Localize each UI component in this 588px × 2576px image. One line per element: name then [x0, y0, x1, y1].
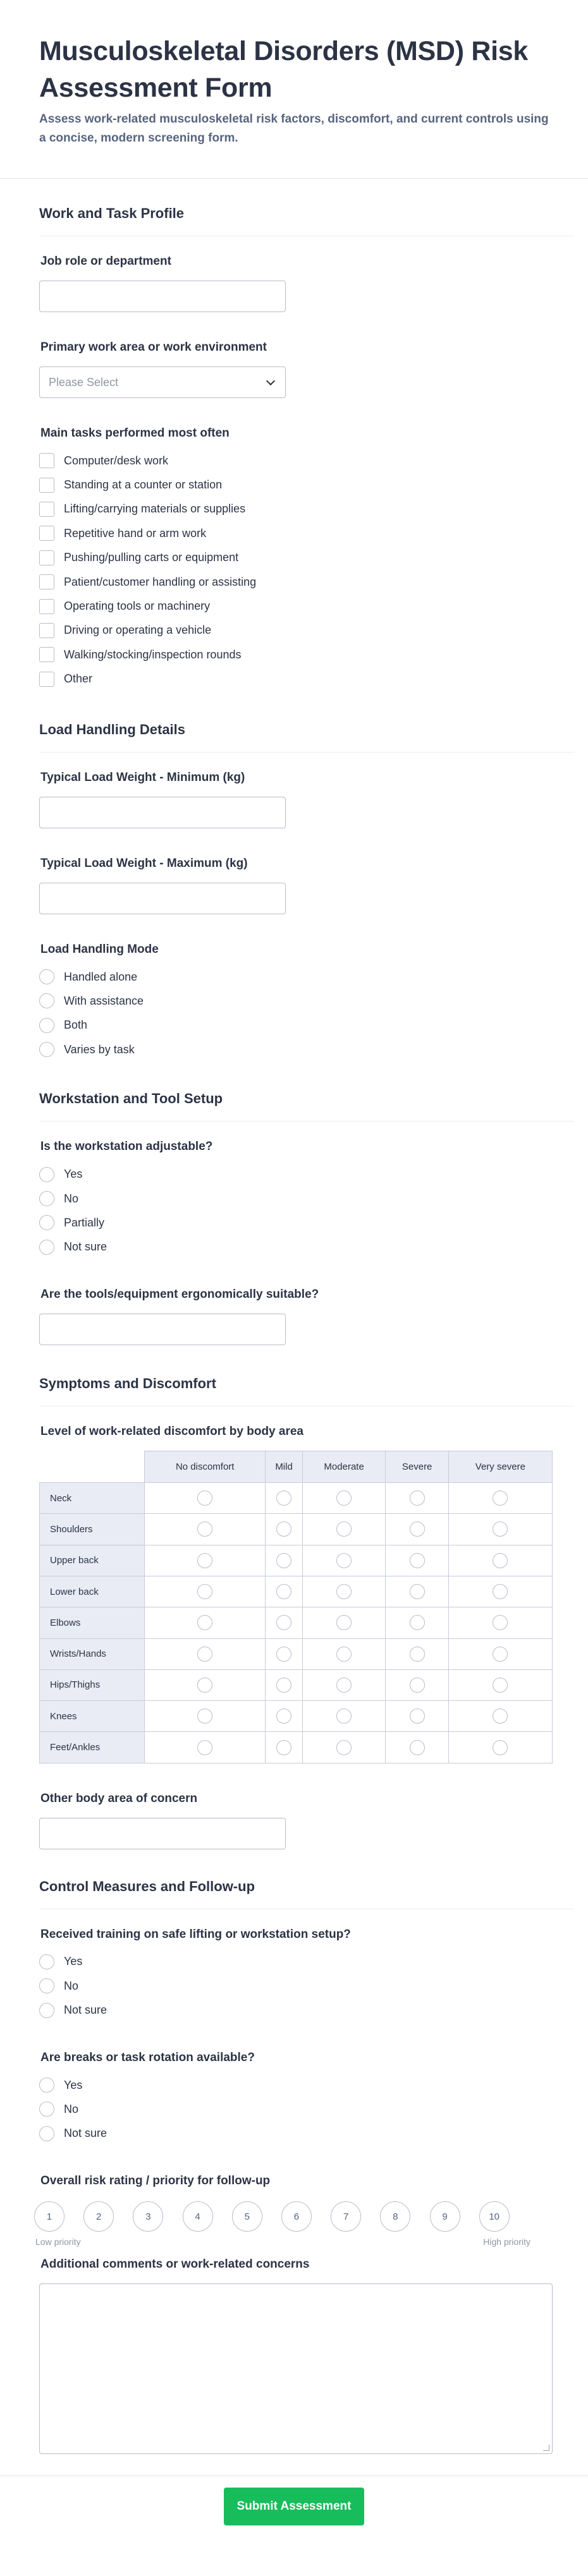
option-label: Walking/stocking/inspection rounds — [64, 648, 242, 661]
radio-button[interactable] — [410, 1708, 425, 1724]
job-role-input[interactable] — [39, 281, 286, 312]
load-min-field — [39, 753, 549, 828]
radio-button[interactable] — [493, 1584, 508, 1599]
matrix-cell — [266, 1638, 302, 1669]
option-label: Operating tools or machinery — [64, 600, 211, 613]
radio-option[interactable] — [39, 1013, 549, 1037]
radio-button[interactable] — [276, 1584, 291, 1599]
radio-button[interactable] — [197, 1740, 212, 1755]
matrix-cell — [266, 1732, 302, 1763]
option-label: Driving or operating a vehicle — [64, 624, 212, 637]
matrix-cell — [145, 1483, 266, 1514]
radio-button[interactable] — [493, 1647, 508, 1662]
radio-button[interactable] — [39, 1978, 54, 1993]
matrix-cell — [448, 1638, 552, 1669]
radio-button[interactable] — [410, 1678, 425, 1693]
radio-button[interactable] — [197, 1708, 212, 1724]
matrix-row-label: Upper back — [40, 1545, 145, 1576]
checkbox[interactable] — [39, 574, 54, 590]
job-role-field — [39, 236, 549, 312]
tasks-label: Main tasks performed most often — [40, 426, 230, 440]
radio-button[interactable] — [39, 1167, 54, 1182]
option-label: No — [64, 1979, 79, 1992]
matrix-cell — [386, 1607, 448, 1638]
breaks-radio-list — [39, 2073, 549, 2146]
section-title: Symptoms and Discomfort — [39, 1345, 574, 1406]
radio-option[interactable] — [39, 989, 549, 1013]
radio-option[interactable] — [39, 1974, 549, 1998]
task-option[interactable] — [39, 449, 549, 473]
radio-button[interactable] — [197, 1647, 212, 1662]
task-option[interactable] — [39, 521, 549, 545]
radio-button[interactable] — [336, 1521, 352, 1537]
matrix-cell — [386, 1514, 448, 1545]
matrix-cell — [386, 1732, 448, 1763]
matrix-cell — [448, 1545, 552, 1576]
radio-button[interactable] — [197, 1553, 212, 1568]
job-role-label: Job role or department — [40, 255, 171, 268]
option-label: Pushing/pulling carts or equipment — [64, 551, 239, 564]
radio-button[interactable] — [197, 1678, 212, 1693]
radio-button[interactable] — [336, 1491, 352, 1506]
radio-option[interactable] — [39, 1998, 549, 2022]
radio-button[interactable] — [336, 1678, 352, 1693]
section-symptoms — [0, 1345, 588, 1849]
checkbox[interactable] — [39, 647, 54, 662]
option-label: Repetitive hand or arm work — [64, 526, 207, 540]
matrix-cell — [266, 1483, 302, 1514]
load-mode-field — [39, 914, 549, 1062]
scale-option[interactable]: 10 — [479, 2201, 510, 2232]
matrix-row — [40, 1545, 553, 1576]
option-label: Patient/customer handling or assisting — [64, 575, 257, 588]
radio-option[interactable] — [39, 1187, 549, 1211]
matrix-cell — [302, 1607, 386, 1638]
training-label: Received training on safe lifting or workstation setup? — [40, 1927, 351, 1941]
work-area-placeholder: Please Select — [49, 375, 119, 389]
radio-button[interactable] — [197, 1584, 212, 1599]
scale-option[interactable]: 3 — [133, 2201, 163, 2232]
matrix-cell — [145, 1576, 266, 1607]
matrix-row-label: Feet/Ankles — [40, 1732, 145, 1763]
option-label: Both — [64, 1019, 88, 1032]
training-radio-list — [39, 1950, 549, 2023]
matrix-cell — [302, 1732, 386, 1763]
section-title: Work and Task Profile — [39, 179, 574, 236]
task-option[interactable] — [39, 619, 549, 643]
comments-textarea[interactable] — [39, 2283, 553, 2454]
matrix-row-label: Lower back — [40, 1576, 145, 1607]
matrix-cell — [302, 1514, 386, 1545]
radio-button[interactable] — [410, 1521, 425, 1537]
form-footer — [0, 2476, 588, 2574]
matrix-cell — [145, 1607, 266, 1638]
matrix-cell — [448, 1669, 552, 1700]
matrix-header-row — [40, 1451, 553, 1483]
matrix-corner — [40, 1451, 145, 1483]
load-min-input[interactable] — [39, 797, 286, 828]
section-work-profile — [0, 179, 588, 691]
matrix-cell — [448, 1483, 552, 1514]
section-load-handling — [0, 691, 588, 1062]
matrix-row — [40, 1669, 553, 1700]
checkbox[interactable] — [39, 550, 54, 565]
scale-option[interactable]: 7 — [331, 2201, 361, 2232]
option-label: No — [64, 2102, 79, 2115]
tools-label: Are the tools/equipment ergonomically suitable? — [40, 1288, 319, 1302]
checkbox[interactable] — [39, 478, 54, 493]
matrix-cell — [386, 1669, 448, 1700]
option-label: No — [64, 1192, 79, 1205]
breaks-field — [39, 2023, 549, 2146]
radio-button[interactable] — [39, 1191, 54, 1206]
scale-option[interactable]: 2 — [83, 2201, 114, 2232]
comments-field — [39, 2249, 549, 2454]
radio-button[interactable] — [493, 1553, 508, 1568]
radio-option[interactable] — [39, 1950, 549, 1974]
radio-button[interactable] — [39, 1954, 54, 1969]
section-workstation — [0, 1061, 588, 1345]
other-area-field — [39, 1763, 549, 1849]
work-area-select[interactable] — [39, 366, 286, 398]
matrix-row-label: Wrists/Hands — [40, 1638, 145, 1669]
load-min-label: Typical Load Weight - Minimum (kg) — [40, 770, 245, 784]
radio-button[interactable] — [336, 1584, 352, 1599]
radio-option[interactable] — [39, 965, 549, 989]
task-option[interactable] — [39, 546, 549, 570]
radio-button[interactable] — [39, 2126, 54, 2141]
radio-button[interactable] — [39, 2101, 54, 2117]
matrix-cell — [266, 1514, 302, 1545]
radio-option[interactable] — [39, 2073, 549, 2097]
matrix-cell — [145, 1701, 266, 1732]
task-option[interactable] — [39, 667, 549, 691]
radio-button[interactable] — [410, 1647, 425, 1662]
matrix-cell — [386, 1545, 448, 1576]
option-label: Lifting/carrying materials or supplies — [64, 502, 246, 516]
option-label: With assistance — [64, 994, 144, 1007]
radio-button[interactable] — [410, 1740, 425, 1755]
tasks-checkbox-list — [39, 449, 549, 691]
matrix-cell — [266, 1701, 302, 1732]
radio-button[interactable] — [493, 1491, 508, 1506]
task-option[interactable] — [39, 473, 549, 497]
task-option[interactable] — [39, 570, 549, 594]
radio-button[interactable] — [336, 1615, 352, 1630]
radio-button[interactable] — [276, 1740, 291, 1755]
scale-option[interactable]: 5 — [232, 2201, 262, 2232]
tasks-field — [39, 398, 549, 691]
option-label: Computer/desk work — [64, 454, 169, 467]
resize-handle-icon[interactable] — [543, 2445, 549, 2451]
matrix-cell — [448, 1732, 552, 1763]
scale-option[interactable]: 4 — [183, 2201, 213, 2232]
risk-rating-label: Overall risk rating / priority for follow-up — [40, 2174, 271, 2188]
matrix-body — [40, 1483, 553, 1763]
matrix-cell — [302, 1669, 386, 1700]
discomfort-matrix-label: Level of work-related discomfort by body area — [40, 1425, 303, 1439]
matrix-cell — [145, 1669, 266, 1700]
radio-option[interactable] — [39, 1235, 549, 1259]
other-area-input[interactable] — [39, 1818, 286, 1849]
matrix-cell — [145, 1545, 266, 1576]
radio-button[interactable] — [493, 1678, 508, 1693]
option-label: Handled alone — [64, 970, 138, 983]
radio-button[interactable] — [336, 1553, 352, 1568]
matrix-cell — [448, 1607, 552, 1638]
matrix-row-label: Elbows — [40, 1607, 145, 1638]
section-title: Load Handling Details — [39, 691, 574, 753]
matrix-cell — [386, 1483, 448, 1514]
matrix-row-label: Shoulders — [40, 1514, 145, 1545]
section-title: Control Measures and Follow-up — [39, 1849, 574, 1909]
radio-button[interactable] — [493, 1615, 508, 1630]
radio-button[interactable] — [197, 1615, 212, 1630]
scale-option[interactable]: 1 — [34, 2201, 64, 2232]
matrix-column-header: Moderate — [302, 1451, 386, 1483]
matrix-column-header: Severe — [386, 1451, 448, 1483]
task-option[interactable] — [39, 643, 549, 667]
scale-option[interactable]: 8 — [380, 2201, 410, 2232]
tools-input[interactable] — [39, 1314, 286, 1345]
radio-button[interactable] — [276, 1708, 291, 1724]
radio-button[interactable] — [197, 1521, 212, 1537]
radio-option[interactable] — [39, 1037, 549, 1061]
matrix-row — [40, 1483, 553, 1514]
radio-button[interactable] — [39, 1042, 54, 1057]
matrix-cell — [266, 1545, 302, 1576]
scale-option[interactable]: 6 — [281, 2201, 312, 2232]
checkbox[interactable] — [39, 453, 54, 468]
adjustable-label: Is the workstation adjustable? — [40, 1140, 213, 1154]
option-label: Yes — [64, 1168, 83, 1181]
matrix-row-label: Neck — [40, 1483, 145, 1514]
load-max-label: Typical Load Weight - Maximum (kg) — [40, 856, 248, 870]
submit-button[interactable]: Submit Assessment — [224, 2488, 364, 2525]
radio-button[interactable] — [39, 969, 54, 984]
matrix-cell — [386, 1576, 448, 1607]
matrix-column-header: Very severe — [448, 1451, 552, 1483]
matrix-cell — [302, 1701, 386, 1732]
radio-option[interactable] — [39, 1211, 549, 1235]
radio-button[interactable] — [276, 1647, 291, 1662]
checkbox[interactable] — [39, 623, 54, 638]
radio-button[interactable] — [276, 1553, 291, 1568]
checkbox[interactable] — [39, 672, 54, 687]
matrix-cell — [386, 1638, 448, 1669]
radio-button[interactable] — [276, 1521, 291, 1537]
scale-option[interactable]: 9 — [430, 2201, 460, 2232]
task-option[interactable] — [39, 497, 549, 521]
matrix-cell — [302, 1576, 386, 1607]
option-label: Yes — [64, 1955, 83, 1968]
radio-button[interactable] — [336, 1740, 352, 1755]
matrix-row — [40, 1701, 553, 1732]
radio-button[interactable] — [197, 1491, 212, 1506]
section-title: Workstation and Tool Setup — [39, 1061, 574, 1122]
discomfort-matrix — [39, 1451, 553, 1763]
radio-button[interactable] — [39, 2077, 54, 2093]
scale-low-label: Low priority — [35, 2237, 81, 2247]
matrix-row — [40, 1514, 553, 1545]
matrix-column-header: Mild — [266, 1451, 302, 1483]
matrix-cell — [302, 1638, 386, 1669]
checkbox[interactable] — [39, 502, 54, 517]
radio-button[interactable] — [493, 1521, 508, 1537]
load-max-field — [39, 828, 549, 914]
matrix-row — [40, 1638, 553, 1669]
radio-option[interactable] — [39, 1162, 549, 1186]
option-label: Not sure — [64, 2127, 107, 2140]
adjustable-radio-list — [39, 1162, 549, 1259]
checkbox[interactable] — [39, 599, 54, 614]
matrix-cell — [448, 1701, 552, 1732]
radio-button[interactable] — [39, 1018, 54, 1033]
radio-button[interactable] — [276, 1615, 291, 1630]
risk-rating-field — [35, 2146, 549, 2249]
option-label: Varies by task — [64, 1043, 135, 1056]
form-header — [0, 0, 588, 179]
load-max-input[interactable] — [39, 883, 286, 914]
radio-button[interactable] — [410, 1553, 425, 1568]
radio-button[interactable] — [336, 1647, 352, 1662]
training-field — [39, 1909, 549, 2023]
tools-field — [39, 1259, 549, 1345]
work-area-field — [39, 312, 549, 398]
risk-rating-scale — [34, 2201, 546, 2249]
adjustable-field — [39, 1122, 549, 1259]
option-label: Other — [64, 672, 93, 686]
comments-label: Additional comments or work-related concerns — [40, 2258, 310, 2271]
page-title: Musculoskeletal Disorders (MSD) Risk Assessment Form — [39, 36, 528, 103]
work-area-label: Primary work area or work environment — [40, 341, 267, 354]
load-mode-radio-list — [39, 965, 549, 1062]
radio-button[interactable] — [410, 1584, 425, 1599]
radio-button[interactable] — [410, 1491, 425, 1506]
matrix-cell — [302, 1545, 386, 1576]
matrix-column-header: No discomfort — [145, 1451, 266, 1483]
load-mode-label: Load Handling Mode — [40, 942, 159, 956]
matrix-row — [40, 1576, 553, 1607]
radio-button[interactable] — [493, 1708, 508, 1724]
radio-button[interactable] — [276, 1491, 291, 1506]
radio-button[interactable] — [39, 1240, 54, 1255]
chevron-down-icon — [266, 377, 275, 385]
radio-button[interactable] — [276, 1678, 291, 1693]
matrix-cell — [448, 1576, 552, 1607]
option-label: Yes — [64, 2078, 83, 2091]
radio-button[interactable] — [39, 993, 54, 1008]
matrix-cell — [448, 1514, 552, 1545]
matrix-cell — [266, 1607, 302, 1638]
breaks-label: Are breaks or task rotation available? — [40, 2050, 255, 2064]
option-label: Not sure — [64, 1240, 107, 1254]
matrix-cell — [302, 1483, 386, 1514]
matrix-cell — [145, 1732, 266, 1763]
scale-high-label: High priority — [483, 2237, 530, 2247]
radio-button[interactable] — [493, 1740, 508, 1755]
option-label: Partially — [64, 1216, 105, 1229]
radio-option[interactable] — [39, 2097, 549, 2121]
task-option[interactable] — [39, 594, 549, 618]
matrix-row-label: Knees — [40, 1701, 145, 1732]
discomfort-matrix-field — [39, 1406, 549, 1763]
matrix-cell — [145, 1514, 266, 1545]
matrix-cell — [266, 1669, 302, 1700]
matrix-row — [40, 1732, 553, 1763]
scale-options — [34, 2201, 546, 2232]
section-control — [0, 1849, 588, 2454]
other-area-label: Other body area of concern — [40, 1791, 198, 1805]
matrix-row-label: Hips/Thighs — [40, 1669, 145, 1700]
radio-button[interactable] — [39, 1215, 54, 1230]
matrix-row — [40, 1607, 553, 1638]
matrix-cell — [145, 1638, 266, 1669]
radio-option[interactable] — [39, 2122, 549, 2146]
page-subtitle: Assess work-related musculoskeletal risk factors, discomfort, and current controls using a concise, modern screening form. — [39, 112, 549, 145]
option-label: Standing at a counter or station — [64, 478, 223, 492]
matrix-cell — [266, 1576, 302, 1607]
matrix-cell — [386, 1701, 448, 1732]
radio-button[interactable] — [336, 1708, 352, 1724]
radio-button[interactable] — [39, 2003, 54, 2018]
checkbox[interactable] — [39, 526, 54, 541]
option-label: Not sure — [64, 2004, 107, 2017]
radio-button[interactable] — [410, 1615, 425, 1630]
